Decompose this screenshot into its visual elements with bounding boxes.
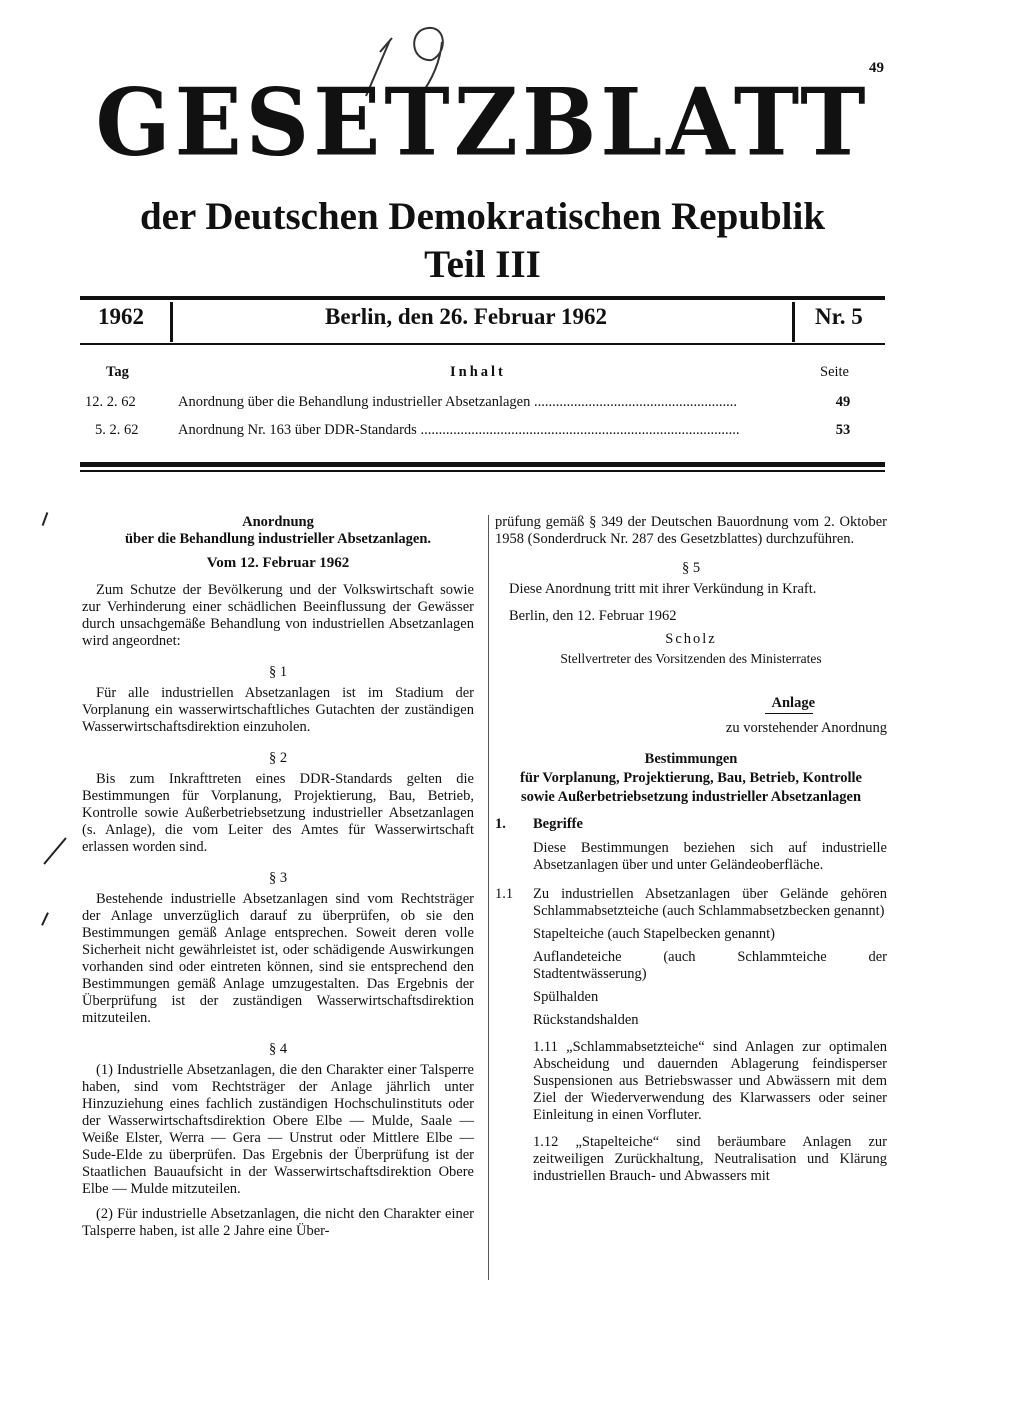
issue-place-date: Berlin, den 26. Februar 1962 [325, 304, 607, 329]
clause-1-1-text: Zu industriellen Absetzanlagen über Gelände gehören Schlammabsetzteiche (auch Schlammabsetzbecken genannt) [533, 886, 887, 919]
entry-page: 49 [835, 394, 851, 410]
clause-item: Auflandeteiche (auch Schlammteiche der Stadtentwässerung) [533, 949, 887, 982]
margin-mark [42, 512, 49, 526]
signature-place-date: Berlin, den 12. Februar 1962 [509, 608, 677, 624]
margin-mark [43, 837, 66, 864]
clause-item: Spülhalden [533, 989, 599, 1005]
signer-title: Stellvertreter des Vorsitzenden des Ministerrates [560, 651, 822, 666]
annex-rule [765, 713, 813, 714]
contents-table [80, 362, 885, 452]
section-4-para-1: (1) Industrielle Absetzanlagen, die den Charakter einer Talsperre haben, sind vom Rechtsträger der Anlage jährlich unter Hinzuziehung eines fachlich zuständigen Hochschulinstituts oder der Wasserwirtschaftsdirektion Obere Elbe — Mulde, Saale — Weiße Elster, Werra — Gera — Unstrut oder Mittlere Elbe — Sude-Elde zu überprüfen. Das Ergebnis der Überprüfung ist der Staatlichen Bauaufsicht in der Wasserwirtschaftsdirektion Obere Elbe — Mulde mitzuteilen. [82, 1062, 474, 1197]
page-number: 49 [869, 60, 884, 76]
clause-1-11: 1.11 „Schlammabsetzteiche“ sind Anlagen zur optimalen Abscheidung und dauernden Ablagerung feindisperser Suspensionen aus Betriebswasser und Abwässern mit dem Ziel der Wiederverwendung des Klarwassers oder seiner Einleitung in einen Vorfluter. [533, 1039, 887, 1123]
ordinance-subject: über die Behandlung industrieller Absetzanlagen. [124, 531, 432, 547]
clause-1-1-number: 1.1 [495, 886, 514, 902]
contents-day-header: Tag [106, 364, 129, 380]
header-divider [170, 302, 173, 342]
clause-item: Rückstandshalden [533, 1012, 639, 1028]
clause-1-number: 1. [495, 816, 506, 832]
entry-date: 5. 2. 62 [95, 422, 139, 438]
issue-number: Nr. 5 [815, 304, 863, 329]
rules-heading-3: sowie Außerbetriebsetzung industrieller Absetzanlagen [520, 789, 862, 805]
rules-heading-1: Bestimmungen [644, 751, 738, 767]
clause-1-title: Begriffe [533, 816, 583, 832]
masthead-title: GESETZBLATT [95, 67, 870, 177]
section-3-text: Bestehende industrielle Absetzanlagen sind vom Rechtsträger der Anlage unverzüglich darauf zu überprüfen, ob sie den Bestimmungen gemäß Anlage entsprechen. Soweit deren volle Sicherheit nicht gewährleistet ist, oder schädigende Auswirkungen vorhanden sind oder eintreten können, sind sie entsprechend den Bestimmungen gemäß Anlage umzugestalten. Das Ergebnis der Überprüfung ist der zuständigen Wasserwirtschaftsdirektion mitzuteilen. [82, 891, 474, 1026]
rules-heading-2: für Vorplanung, Projektierung, Bau, Betrieb, Kontrolle [520, 770, 862, 786]
section-1-heading: § 1 [268, 664, 288, 680]
section-1-text: Für alle industriellen Absetzanlagen ist im Stadium der Vorplanung ein wasserwirtschaftliches Gutachten der zuständigen Wasserwirtschaftsdirektion einzuholen. [82, 685, 474, 735]
clause-item: Stapelteiche (auch Stapelbecken genannt) [533, 926, 775, 942]
entry-page: 53 [835, 422, 851, 438]
clause-1 [495, 816, 887, 836]
issue-header [80, 298, 885, 346]
section-5-heading: § 5 [681, 560, 701, 576]
signer-name: Scholz [665, 631, 717, 647]
clause-1-1 [495, 886, 887, 920]
section-3-heading: § 3 [268, 870, 288, 886]
ordinance-date: Vom 12. Februar 1962 [206, 555, 350, 571]
entry-date: 12. 2. 62 [85, 394, 136, 410]
margin-mark [41, 912, 49, 926]
section-5-text: Diese Anordnung tritt mit ihrer Verkündung in Kraft. [509, 581, 817, 597]
masthead-part: Teil III [424, 243, 541, 286]
section-4-heading: § 4 [268, 1041, 288, 1057]
contents-page-header: Seite [820, 364, 849, 380]
contents-title-header: Inhalt [450, 364, 506, 380]
section-4-para-2: (2) Für industrielle Absetzanlagen, die nicht den Charakter einer Talsperre haben, ist alle 2 Jahre eine Über- [82, 1206, 474, 1239]
section-2-heading: § 2 [268, 750, 288, 766]
clause-1-12: 1.12 „Stapelteiche“ sind beräumbare Anlagen zur zeitweiligen Zurückhaltung, Neutralisation und Klärung industriellen Brauch- und Abwassers mit [533, 1134, 887, 1184]
entry-title: Anordnung über die Behandlung industrieller Absetzanlagen ........................................................ [178, 394, 737, 410]
header-bottom-rule [80, 343, 885, 345]
left-column [82, 514, 474, 1240]
clause-1-text: Diese Bestimmungen beziehen sich auf industrielle Absetzanlagen über und unter Geländeoberfläche. [533, 840, 887, 873]
ordinance-preamble: Zum Schutze der Bevölkerung und der Volkswirtschaft sowie zur Verhinderung einer schädlichen Beeinflussung der Gewässer durch unsachgemäße Behandlung von industriellen Absetzanlagen wird angeordnet: [82, 582, 474, 649]
header-divider [792, 302, 795, 342]
contents-bottom-rule-thin [80, 470, 885, 472]
column-divider [488, 515, 489, 1280]
contents-entry [80, 422, 885, 442]
section-2-text: Bis zum Inkrafttreten eines DDR-Standards gelten die Bestimmungen für Vorplanung, Projektierung, Bau, Betrieb, Kontrolle sowie Außerbetriebsetzung industrieller Absetzanlagen (s. Anlage), die vom Leiter des Amtes für Wasserwirtschaft erlassen worden sind. [82, 771, 474, 855]
issue-year: 1962 [98, 304, 144, 329]
section-4-continued: prüfung gemäß § 349 der Deutschen Bauordnung vom 2. Oktober 1958 (Sonderdruck Nr. 287 des Gesetzblattes) durchzuführen. [495, 514, 887, 547]
ordinance-heading: Anordnung [242, 514, 314, 530]
contents-entry [80, 394, 885, 414]
entry-title: Anordnung Nr. 163 über DDR-Standards ........................................................................................ [178, 422, 740, 438]
right-column [495, 514, 887, 1185]
annex-subtitle: zu vorstehender Anordnung [725, 720, 887, 736]
masthead-subtitle: der Deutschen Demokratischen Republik [139, 195, 826, 238]
annex-heading: Anlage [771, 695, 815, 711]
contents-bottom-rule [80, 462, 885, 467]
